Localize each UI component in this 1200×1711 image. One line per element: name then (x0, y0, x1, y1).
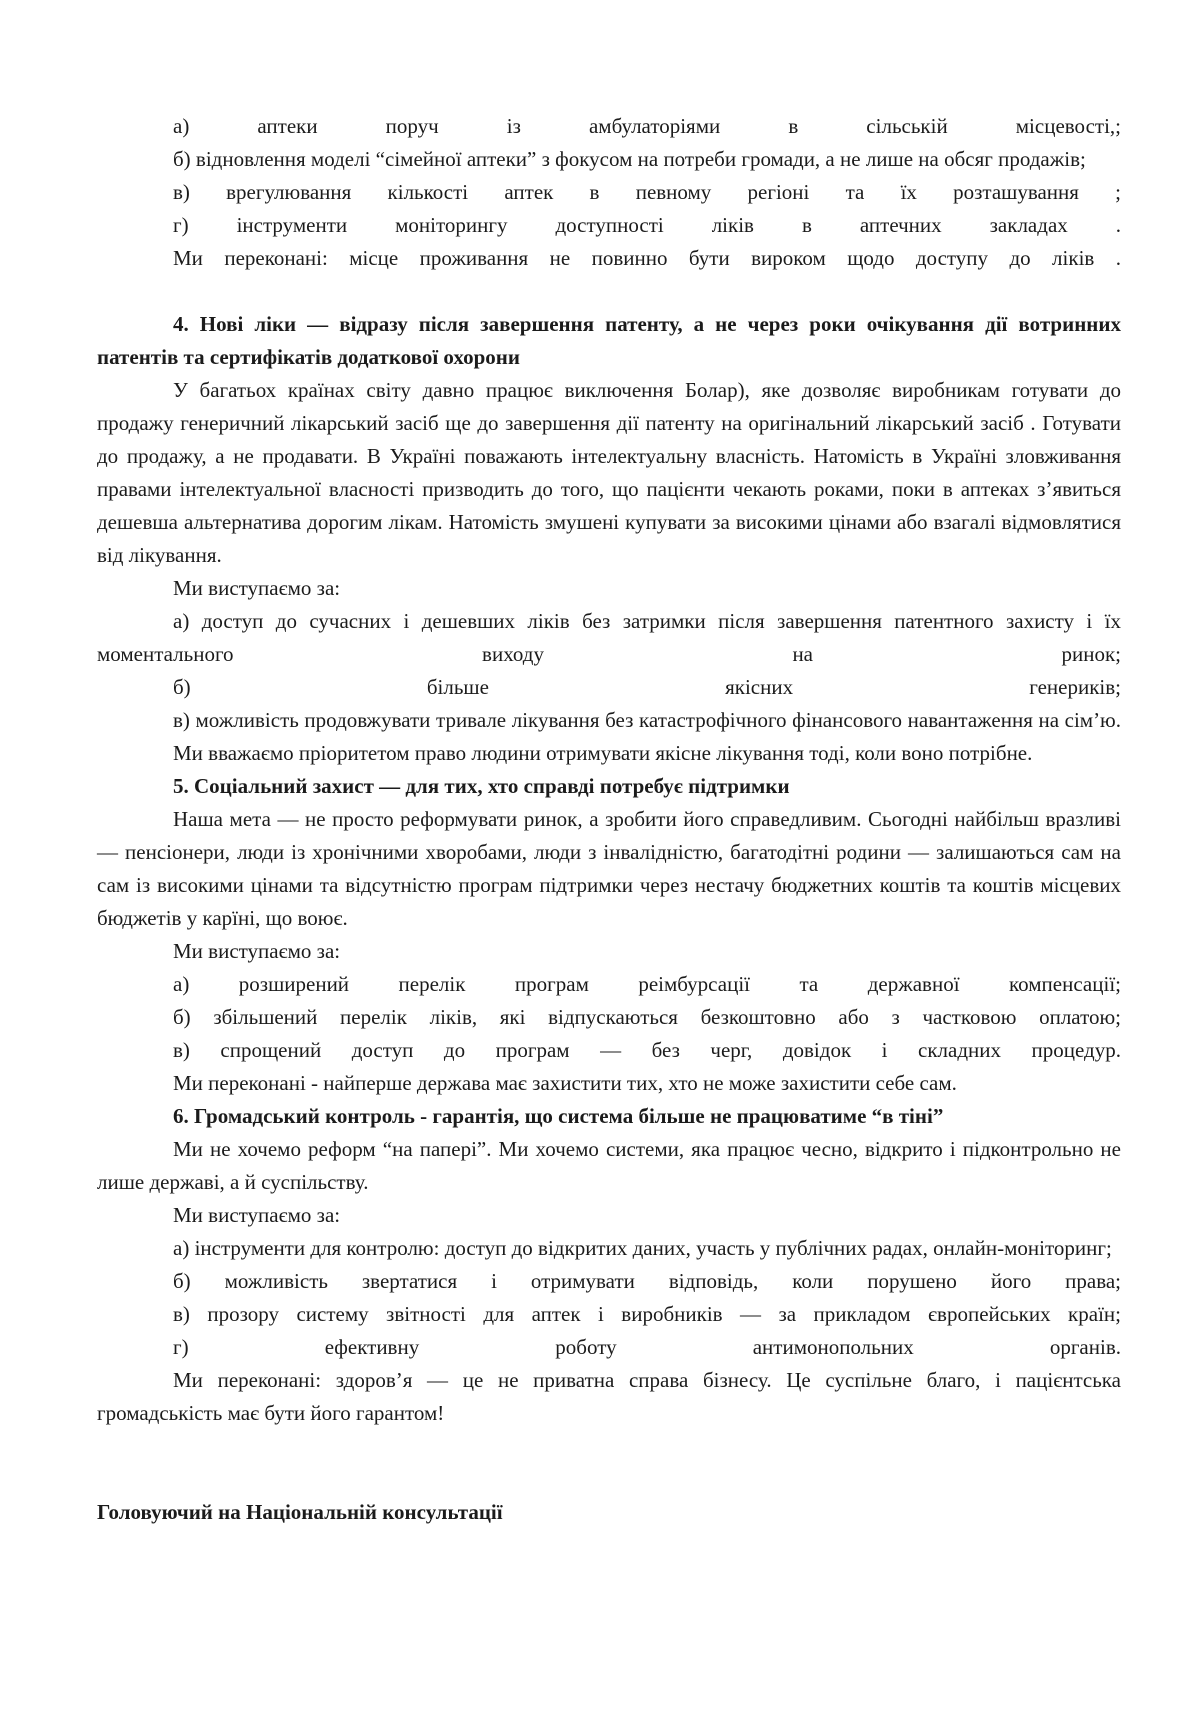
list-lead-4: Ми виступаємо за: (173, 576, 341, 600)
list-lead-6: Ми виступаємо за: (173, 1203, 341, 1227)
section-paragraph-4: У багатьох країнах світу давно працює виключення Болар), яке дозволяє виробникам готувати до продажу генеричний лікарський засіб ще до завершення дії патенту на оригінальний лікарський засіб . Готувати до продажу, а не продавати. В Україні поважають інтелектуальну власність. Натомість в Україні зловживання правами інтелектуальної власності призводить до того, що пацієнти чекають роками, поки в аптеках з’явиться дешевша альтернатива дорогим лікам. Натомість змушені купувати за високими цінами або взагалі відмовлятися від лікування. (97, 378, 1121, 567)
conclusion-paragraph: Ми вважаємо пріоритетом право людини отримувати якісне лікування тоді, коли воно потрібне. (173, 741, 1033, 765)
section-heading-6: 6. Громадський контроль - гарантія, що система більше не працюватиме “в тіні” (173, 1104, 944, 1128)
conclusion-paragraph: Ми переконані - найперше держава має захистити тих, хто не може захистити себе сам. (173, 1071, 957, 1095)
list-item-a: а) аптеки поруч із амбулаторіями в сільській місцевості,; (173, 114, 1121, 138)
signature-title: Головуючий на Національній консультації (97, 1500, 503, 1524)
list-item-b: б) можливість звертатися і отримувати відповідь, коли порушено його права; (173, 1269, 1121, 1293)
list-item-v: в) можливість продовжувати тривале лікування без катастрофічного фінансового навантаження на сім’ю. (173, 708, 1121, 732)
list-lead-5: Ми виступаємо за: (173, 939, 341, 963)
section-heading-4: 4. Нові ліки — відразу після завершення патенту, а не через роки очікування дії вотринних патентів та сертифікатів додаткової охорони (97, 312, 1121, 369)
conclusion-paragraph: Ми переконані: здоров’я — це не приватна справа бізнесу. Це суспільне благо, і пацієнтська громадськість має бути його гарантом! (97, 1368, 1121, 1425)
list-item-v: в) прозору систему звітності для аптек і виробників — за прикладом європейських країн; (173, 1302, 1121, 1326)
list-item-b: б) відновлення моделі “сімейної аптеки” з фокусом на потреби громади, а не лише на обсяг продажів; (173, 147, 1086, 171)
list-item-g: г) інструменти моніторингу доступності ліків в аптечних закладах . (173, 213, 1121, 237)
list-item-g: г) ефективну роботу антимонопольних органів. (173, 1335, 1121, 1359)
list-item-a: а) інструменти для контролю: доступ до відкритих даних, участь у публічних радах, онлайн-моніторинг; (173, 1236, 1112, 1260)
list-item-a: а) доступ до сучасних і дешевших ліків без затримки після завершення патентного захисту і їх моментального виходу на ринок; (97, 609, 1121, 666)
document-body (97, 110, 1121, 1529)
section-paragraph-5: Наша мета — не просто реформувати ринок, а зробити його справедливим. Сьогодні найбільш вразливі — пенсіонери, люди із хронічними хворобами, люди з інвалідністю, багатодітні родини — залишаються сам на сам із високими цінами та відсутністю програм підтримки через нестачу бюджетних коштів та коштів місцевих бюджетів у карїні, що воює. (97, 807, 1121, 930)
list-item-b: б) збільшений перелік ліків, які відпускаються безкоштовно або з частковою оплатою; (173, 1005, 1121, 1029)
list-item-v: в) врегулювання кількості аптек в певному регіоні та їх розташування ; (173, 180, 1121, 204)
list-item-b: б) більше якісних генериків; (173, 675, 1121, 699)
section-paragraph-6: Ми не хочемо реформ “на папері”. Ми хочемо системи, яка працює чесно, відкрито і підконтрольно не лише державі, а й суспільству. (97, 1137, 1121, 1194)
list-item-v: в) спрощений доступ до програм — без черг, довідок і складних процедур. (173, 1038, 1121, 1062)
list-item-a: а) розширений перелік програм реімбурсації та державної компенсації; (173, 972, 1121, 996)
section-heading-5: 5. Соціальний захист — для тих, хто справді потребує підтримки (173, 774, 790, 798)
conclusion-paragraph: Ми переконані: місце проживання не повинно бути вироком щодо доступу до ліків . (173, 246, 1121, 270)
